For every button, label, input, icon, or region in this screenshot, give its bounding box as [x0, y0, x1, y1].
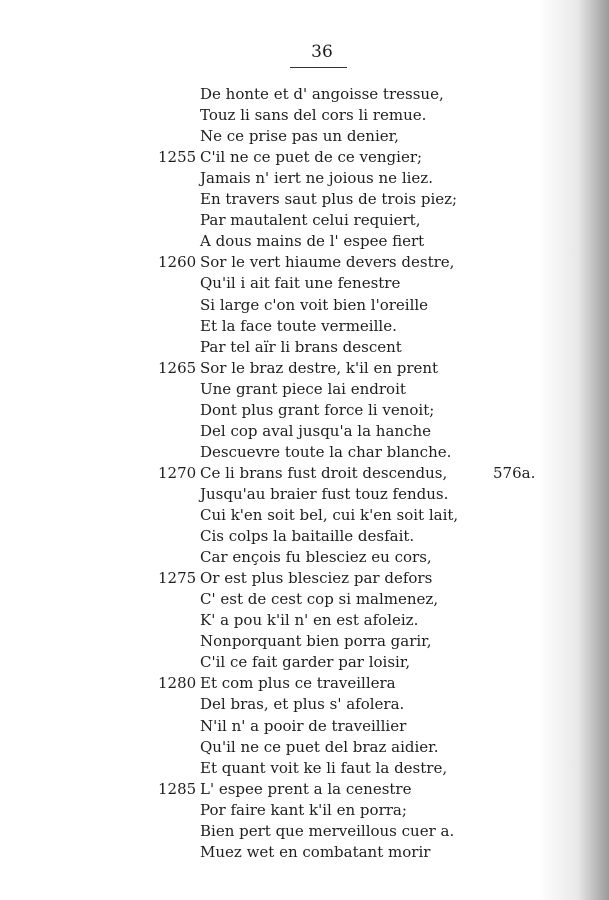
verse-line: Car ençois fu blesciez eu cors, [200, 548, 432, 566]
verse-line: Ce li brans fust droit descendus, [200, 464, 448, 482]
verse-line: Sor le vert hiaume devers destre, [200, 253, 455, 271]
page-edge-shadow [539, 0, 609, 900]
verse-line: Jamais n' iert ne joious ne liez. [200, 169, 433, 187]
verse-line: Del cop aval jusqu'a la hanche [200, 422, 432, 440]
line-number: 1280 [158, 674, 197, 692]
line-number: 1270 [158, 464, 197, 482]
verse-line: En travers saut plus de trois piez; [200, 190, 458, 208]
verse-line: Descuevre toute la char blanche. [200, 443, 452, 461]
verse-line: Qu'il ne ce puet del braz aidier. [200, 738, 439, 756]
margin-reference: 576a. [493, 464, 536, 482]
verse-line: Jusqu'au braier fust touz fendus. [200, 485, 449, 503]
verse-line: Por faire kant k'il en porra; [200, 801, 407, 819]
line-number: 1275 [158, 569, 197, 587]
verse-line: A dous mains de l' espee fiert [200, 232, 425, 250]
verse-line: Et com plus ce traveillera [200, 674, 396, 692]
line-number: 1285 [158, 780, 197, 798]
verse-line: Une grant piece lai endroit [200, 380, 406, 398]
verse-line: Bien pert que merveillous cuer a. [200, 822, 455, 840]
verse-line: Cis colps la baitaille desfait. [200, 527, 415, 545]
header-rule [290, 67, 347, 68]
verse-line: De honte et d' angoisse tressue, [200, 85, 444, 103]
verse-line: C' est de cest cop si malmenez, [200, 590, 439, 608]
verse-line: L' espee prent a la cenestre [200, 780, 412, 798]
verse-line: Par mautalent celui requiert, [200, 211, 421, 229]
verse-line: Sor le braz destre, k'il en prent [200, 359, 439, 377]
verse-line: Par tel aïr li brans descent [200, 338, 402, 356]
line-number: 1255 [158, 148, 197, 166]
verse-line: Or est plus blesciez par defors [200, 569, 433, 587]
verse-line: Dont plus grant force li venoit; [200, 401, 435, 419]
verse-line: K' a pou k'il n' en est afoleiz. [200, 611, 419, 629]
verse-line: N'il n' a pooir de traveillier [200, 717, 407, 735]
verse-line: Cui k'en soit bel, cui k'en soit lait, [200, 506, 459, 524]
verse-line: Si large c'on voit bien l'oreille [200, 296, 429, 314]
verse-line: Del bras, et plus s' afolera. [200, 695, 405, 713]
verse-line: Et la face toute vermeille. [200, 317, 397, 335]
verse-line: Muez wet en combatant morir [200, 843, 431, 861]
page-number: 36 [311, 42, 333, 62]
verse-line: C'il ne ce puet de ce vengier; [200, 148, 423, 166]
verse-line: Et quant voit ke li faut la destre, [200, 759, 448, 777]
verse-line: Qu'il i ait fait une fenestre [200, 274, 401, 292]
verse-line: C'il ce fait garder par loisir, [200, 653, 411, 671]
verse-line: Nonporquant bien porra garir, [200, 632, 432, 650]
verse-line: Ne ce prise pas un denier, [200, 127, 399, 145]
line-number: 1265 [158, 359, 197, 377]
verse-line: Touz li sans del cors li remue. [200, 106, 427, 124]
line-number: 1260 [158, 253, 197, 271]
